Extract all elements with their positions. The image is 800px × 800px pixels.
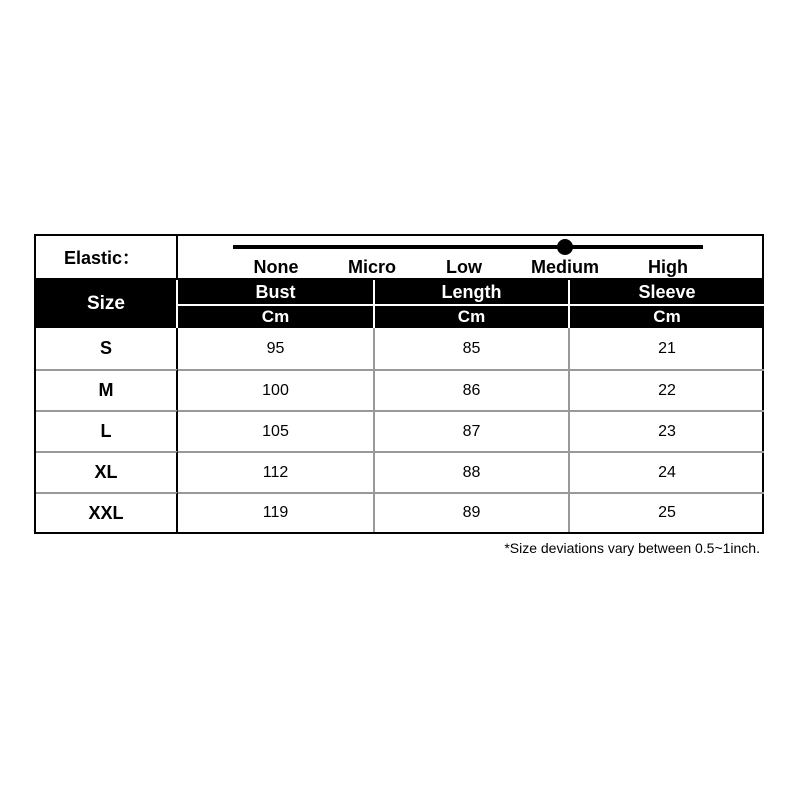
size-deviation-note: *Size deviations vary between 0.5~1inch.	[504, 540, 760, 556]
size-header: Size	[36, 280, 178, 328]
cell-bust-m: 100	[178, 369, 373, 410]
column-header-sleeve: Sleeve	[568, 280, 764, 304]
cell-length-xxl: 89	[373, 492, 568, 532]
column-header-length: Length	[373, 280, 568, 304]
column-unit-bust: Cm	[178, 304, 373, 328]
row-size-s: S	[36, 328, 178, 369]
elastic-label: Elastic：	[36, 236, 178, 280]
elastic-level-low: Low	[446, 257, 482, 277]
row-size-m: M	[36, 369, 178, 410]
cell-length-l: 87	[373, 410, 568, 451]
cell-length-s: 85	[373, 328, 568, 369]
column-header-bust: Bust	[178, 280, 373, 304]
cell-length-m: 86	[373, 369, 568, 410]
cell-bust-l: 105	[178, 410, 373, 451]
cell-sleeve-m: 22	[568, 369, 764, 410]
size-chart	[34, 234, 764, 534]
elastic-scale-bar	[233, 245, 703, 249]
elastic-level-micro: Micro	[347, 257, 397, 277]
cell-sleeve-xxl: 25	[568, 492, 764, 532]
elastic-level-high: High	[648, 257, 688, 277]
cell-bust-xxl: 119	[178, 492, 373, 532]
elastic-scale	[178, 236, 764, 280]
cell-length-xl: 88	[373, 451, 568, 492]
cell-sleeve-l: 23	[568, 410, 764, 451]
row-size-xl: XL	[36, 451, 178, 492]
cell-sleeve-xl: 24	[568, 451, 764, 492]
elastic-level-medium: Medium	[530, 257, 600, 277]
column-unit-length: Cm	[373, 304, 568, 328]
column-unit-sleeve: Cm	[568, 304, 764, 328]
cell-sleeve-s: 21	[568, 328, 764, 369]
cell-bust-s: 95	[266, 339, 285, 357]
elastic-level-none: None	[253, 257, 299, 277]
elastic-scale-marker	[557, 239, 573, 255]
cell-bust-xl: 112	[178, 451, 373, 492]
row-size-xxl: XXL	[36, 492, 178, 532]
row-size-l: L	[36, 410, 178, 451]
